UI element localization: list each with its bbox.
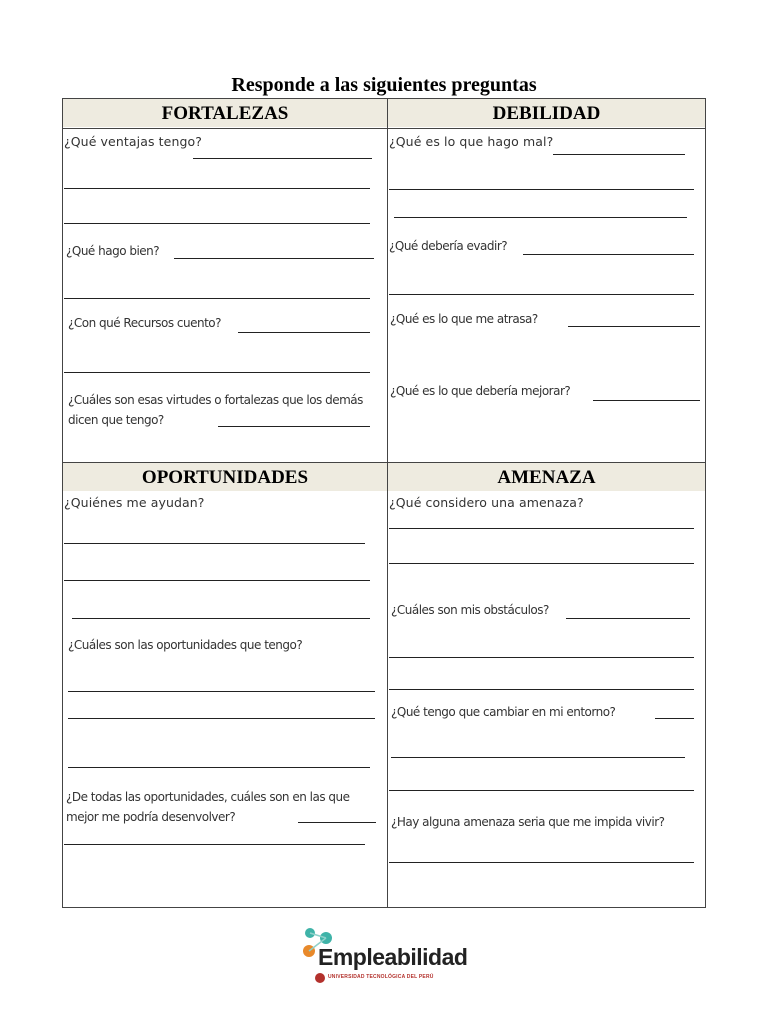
amenaza-question-4: ¿Hay alguna amenaza seria que me impida vivir?	[391, 815, 665, 829]
answer-line[interactable]	[389, 657, 694, 658]
answer-line[interactable]	[523, 254, 694, 255]
answer-line[interactable]	[64, 543, 365, 544]
answer-line[interactable]	[72, 618, 370, 619]
debilidad-question-3: ¿Qué es lo que me atrasa?	[390, 312, 538, 326]
answer-line[interactable]	[593, 400, 700, 401]
answer-line[interactable]	[553, 154, 685, 155]
answer-line[interactable]	[391, 757, 685, 758]
answer-line[interactable]	[389, 689, 694, 690]
grid-divider-vertical	[387, 98, 388, 908]
answer-line[interactable]	[64, 580, 370, 581]
answer-line[interactable]	[655, 718, 694, 719]
answer-line[interactable]	[389, 189, 694, 190]
header-fortalezas: FORTALEZAS	[63, 99, 387, 127]
answer-line[interactable]	[566, 618, 690, 619]
amenaza-question-2: ¿Cuáles son mis obstáculos?	[391, 603, 549, 617]
header-debilidad: DEBILIDAD	[388, 99, 705, 127]
fortalezas-question-1: ¿Qué ventajas tengo?	[64, 134, 202, 149]
answer-line[interactable]	[64, 844, 365, 845]
debilidad-question-4: ¿Qué es lo que debería mejorar?	[390, 384, 571, 398]
answer-line[interactable]	[68, 767, 370, 768]
answer-line[interactable]	[238, 332, 370, 333]
answer-line[interactable]	[389, 528, 694, 529]
answer-line[interactable]	[298, 822, 376, 823]
answer-line[interactable]	[394, 217, 687, 218]
answer-line[interactable]	[64, 188, 370, 189]
answer-line[interactable]	[68, 691, 375, 692]
fortalezas-question-4: ¿Cuáles son esas virtudes o fortalezas que los demás dicen que tengo?	[68, 393, 363, 427]
answer-line[interactable]	[64, 298, 370, 299]
answer-line[interactable]	[389, 862, 694, 863]
answer-line[interactable]	[218, 426, 370, 427]
answer-line[interactable]	[193, 158, 372, 159]
grid-divider-top-header	[62, 128, 706, 129]
header-oportunidades: OPORTUNIDADES	[63, 463, 387, 491]
header-amenaza: AMENAZA	[388, 463, 705, 491]
fortalezas-question-3: ¿Con qué Recursos cuento?	[68, 316, 222, 330]
answer-line[interactable]	[64, 223, 370, 224]
oportunidades-question-3: ¿De todas las oportunidades, cuáles son en las que mejor me podría desenvolver?	[66, 790, 350, 824]
answer-line[interactable]	[389, 294, 694, 295]
answer-line[interactable]	[64, 372, 370, 373]
oportunidades-question-1: ¿Quiénes me ayudan?	[64, 495, 205, 510]
logo-wordmark: Empleabilidad	[318, 944, 468, 970]
answer-line[interactable]	[389, 790, 694, 791]
answer-line[interactable]	[174, 258, 374, 259]
amenaza-question-1: ¿Qué considero una amenaza?	[389, 495, 584, 510]
amenaza-question-3: ¿Qué tengo que cambiar en mi entorno?	[391, 705, 616, 719]
page-title: Responde a las siguientes preguntas	[231, 74, 537, 96]
answer-line[interactable]	[568, 326, 700, 327]
logo-subtitle: UNIVERSIDAD TECNOLÓGICA DEL PERÚ	[328, 974, 434, 980]
utp-badge-icon	[315, 973, 325, 983]
fortalezas-question-2: ¿Qué hago bien?	[66, 244, 160, 258]
oportunidades-question-2: ¿Cuáles son las oportunidades que tengo?	[68, 638, 303, 652]
empleabilidad-logo	[300, 925, 475, 987]
debilidad-question-2: ¿Qué debería evadir?	[389, 239, 508, 253]
answer-line[interactable]	[68, 718, 375, 719]
answer-line[interactable]	[389, 563, 694, 564]
debilidad-question-1: ¿Qué es lo que hago mal?	[389, 134, 554, 149]
